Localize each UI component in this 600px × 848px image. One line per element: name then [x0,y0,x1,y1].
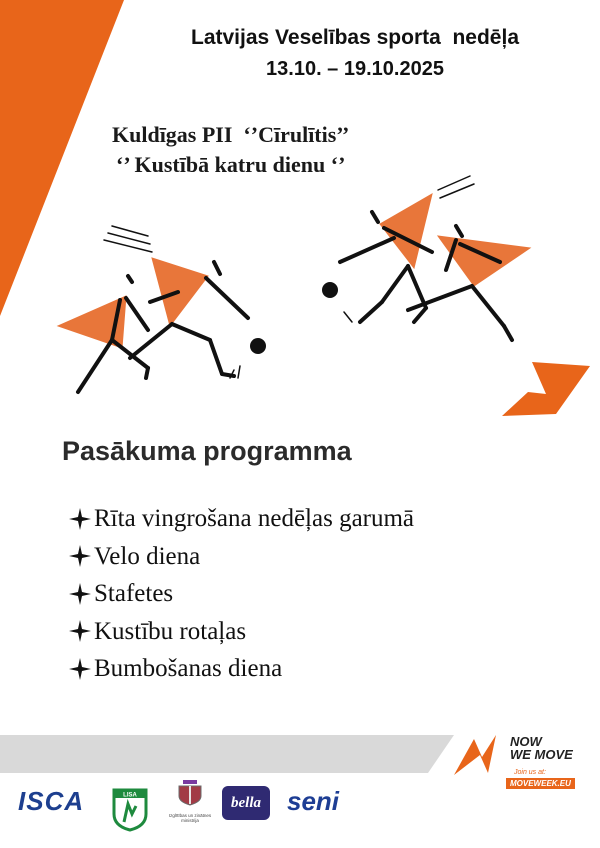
coat-of-arms-icon [175,780,205,806]
bella-logo: bella [222,786,270,820]
left-figures [58,226,248,392]
program-item-text: Bumbošanas diena [94,655,283,682]
lisa-shield-icon [112,784,148,832]
seni-logo: seni [287,786,340,816]
list-item [68,613,414,651]
ministry-logo [165,780,215,823]
now-we-move-logo [452,733,592,795]
diamond-bullet-icon [68,582,92,606]
list-item [68,575,414,613]
program-item-text: Velo diena [94,542,201,570]
list-item [68,538,414,576]
diamond-bullet-icon [68,507,92,531]
isca-logo: ISCA [18,786,85,816]
program-item-text: Rīta vingrošana nedēļas garumā [94,505,415,532]
program-item-text: Stafetes [94,580,174,607]
campaign-line-2: WE MOVE [510,747,573,762]
right-figures [340,176,530,340]
diamond-bullet-icon [68,657,92,681]
event-title: Latvijas Veselības sporta nedēļa [191,26,519,49]
ball-icon [250,338,266,354]
program-list [68,500,414,688]
campaign-line-1: NOW [510,734,542,749]
ball-icon [322,282,338,298]
list-item [68,650,414,688]
event-dates: 13.10. – 19.10.2025 [266,58,444,80]
join-text: Join us at: [514,769,546,776]
diamond-bullet-icon [68,544,92,568]
event-motto: ‘’ Kustībā katru dienu ‘’ [116,152,346,177]
lisa-logo [112,784,148,837]
program-item-text: Kustību rotaļas [94,617,247,645]
program-title: Pasākuma programma [62,436,352,466]
institution-name: Kuldīgas PII ‘’Cīrulītis’’ [112,122,350,147]
lightning-icon [502,362,590,416]
lisa-label: LISA [123,792,137,799]
diamond-bullet-icon [68,619,92,643]
list-item [68,500,414,538]
now-we-move-icon [452,733,508,777]
stick-figure-icon [438,236,530,286]
ministry-name: Izglītības un zinātnes ministrija [168,813,212,823]
campaign-url[interactable]: MOVEWEEK.EU [506,778,575,789]
